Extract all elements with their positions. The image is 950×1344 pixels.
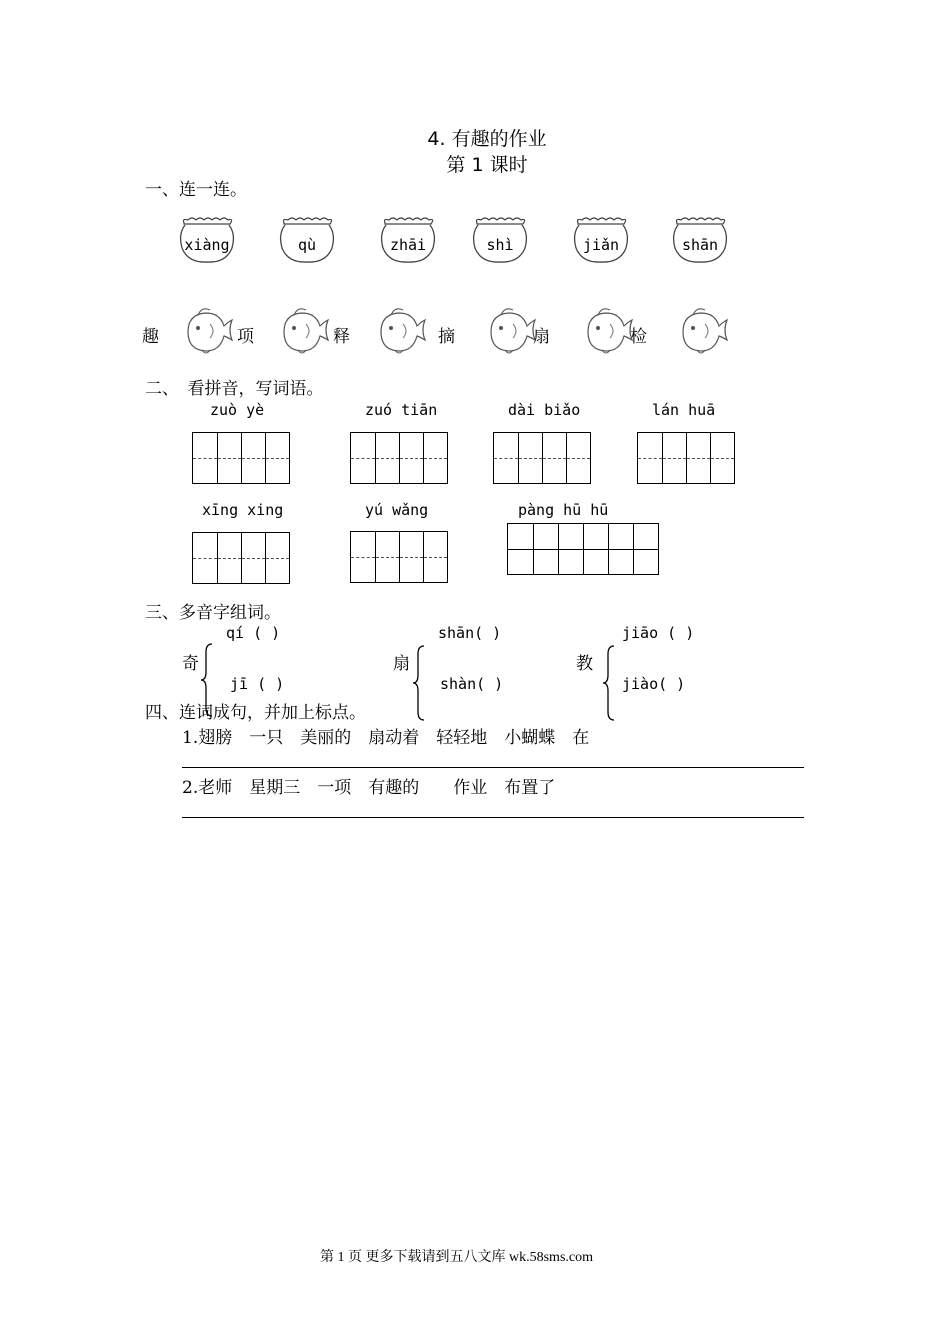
section1-heading: 一、连一连。 [145,180,247,200]
sentence-question-1: 1.翅膀 一只 美丽的 扇动着 轻轻地 小蝴蝶 在 [182,728,590,748]
fish-icon[interactable] [483,304,537,358]
fish-icon[interactable] [580,304,634,358]
pot-pinyin: shì [486,236,514,254]
writing-grid-zuotian[interactable] [350,432,448,484]
sentence-question-2: 2.老师 星期三 一项 有趣的 作业 布置了 [182,778,556,798]
page-title: 4. 有趣的作业 [427,128,547,150]
fish-icon[interactable] [373,304,427,358]
answer-line-2[interactable] [182,817,804,818]
pot-pinyin: qù [297,236,317,254]
match-character[interactable]: 扇 [533,327,550,347]
pot-card[interactable] [379,216,437,264]
fish-icon[interactable] [276,304,330,358]
match-character[interactable]: 摘 [438,327,455,347]
section4-heading: 四、连词成句，并加上标点。 [145,703,366,723]
writing-grid-zuoye[interactable] [192,432,290,484]
pot-pinyin: shān [681,236,719,254]
polyphone-jiao-top: jiāo ( ) [622,624,695,642]
pot-card[interactable] [671,216,729,264]
writing-grid-lanhua[interactable] [637,432,735,484]
pinyin-zuoye: zuò yè [210,401,265,419]
pot-card[interactable] [471,216,529,264]
pinyin-lanhua: lán huā [652,401,716,419]
fish-icon[interactable] [675,304,729,358]
fish-icon[interactable] [180,304,234,358]
section3-heading: 三、多音字组词。 [145,603,281,623]
section2-heading: 二、 看拼音，写词语。 [145,379,324,399]
polyphone-char-jiao: 教 [576,654,593,674]
pot-pinyin: zhāi [389,236,427,254]
polyphone-qi-bottom: jī ( ) [230,675,285,693]
pot-pinyin: jiǎn [582,236,620,254]
polyphone-char-qi: 奇 [182,654,199,674]
pinyin-yuwang: yú wǎng [365,501,429,519]
brace-icon [602,644,616,722]
writing-grid-panghuhu[interactable] [507,523,659,575]
writing-grid-yuwang[interactable] [350,531,448,583]
pot-pinyin: xiàng [184,236,230,254]
pinyin-zuotian: zuó tiān [365,401,438,419]
page-footer: 第 1 页 更多下载请到五八文库 wk.58sms.com [320,1250,593,1265]
match-character[interactable]: 趣 [142,327,159,347]
polyphone-shan-top: shān( ) [438,624,502,642]
answer-line-1[interactable] [182,767,804,768]
polyphone-shan-bottom: shàn( ) [440,675,504,693]
pinyin-daibiao: dài biǎo [508,401,581,419]
polyphone-qi-top: qí ( ) [226,624,281,642]
pinyin-xingxing: xīng xing [202,501,284,519]
polyphone-char-shan: 扇 [393,654,410,674]
pot-card[interactable] [278,216,336,264]
page-subtitle: 第 1 课时 [446,154,528,176]
writing-grid-daibiao[interactable] [493,432,591,484]
polyphone-jiao-bottom: jiào( ) [622,675,686,693]
match-character[interactable]: 检 [630,327,647,347]
brace-icon [412,644,426,722]
writing-grid-xingxing[interactable] [192,532,290,584]
pot-card[interactable] [572,216,630,264]
pinyin-panghuhu: pàng hū hū [518,501,609,519]
match-character[interactable]: 释 [333,327,350,347]
pot-card[interactable] [178,216,236,264]
match-character[interactable]: 项 [237,327,254,347]
